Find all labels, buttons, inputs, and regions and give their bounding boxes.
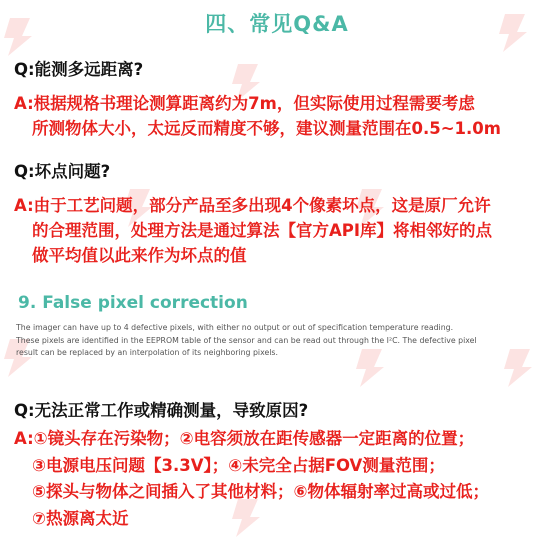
datasheet-text: [16, 322, 536, 360]
answer-line: ⑦热源离太近: [32, 508, 129, 528]
question-dead-pixel: Q:坏点问题?: [14, 162, 111, 181]
qa-item-range: [14, 56, 544, 80]
answer-malfunction: [14, 426, 544, 532]
datasheet-line: The imager can have up to 4 defective pixels, with either no output or out of specification temperature reading.: [16, 323, 454, 332]
answer-line: A:由于工艺问题，部分产品至多出现4个像素坏点，这是原厂允许: [14, 196, 491, 215]
datasheet-line: result can be replaced by an interpolation of its neighboring pixels.: [16, 348, 278, 357]
answer-line: A:根据规格书理论测算距离约为7m，但实际使用过程需要考虑: [14, 94, 475, 113]
question-range: Q:能测多远距离?: [14, 60, 144, 79]
question-malfunction: Q:无法正常工作或精确测量，导致原因?: [14, 401, 309, 420]
answer-line: ⑤探头与物体之间插入了其他材料；⑥物体辐射率过高或过低；: [32, 482, 489, 501]
qa-item-malfunction: [14, 397, 544, 421]
answer-line: ③电源电压问题【3.3V】；④未完全占据FOV测量范围；: [32, 455, 445, 475]
answer-line: 做平均值以此来作为坏点的值: [32, 246, 247, 265]
answer-dead-pixel: [14, 193, 544, 268]
qa-item-dead-pixel: [14, 158, 544, 182]
answer-line: 所测物体大小，太远反而精度不够，建议测量范围在0.5~1.0m: [32, 119, 501, 138]
answer-range: [14, 91, 544, 141]
answer-line: A:①镜头存在污染物；②电容须放在距传感器一定距离的位置；: [14, 429, 475, 448]
page-title: 四、常见Q&A: [205, 12, 349, 36]
answer-line: 的合理范围，处理方法是通过算法【官方API库】将相邻好的点: [32, 221, 493, 240]
datasheet-heading: 9. False pixel correction: [18, 293, 248, 313]
datasheet-line: These pixels are identified in the EEPROM table of the sensor and can be read out through the I²C. The defective pixel: [16, 335, 477, 345]
